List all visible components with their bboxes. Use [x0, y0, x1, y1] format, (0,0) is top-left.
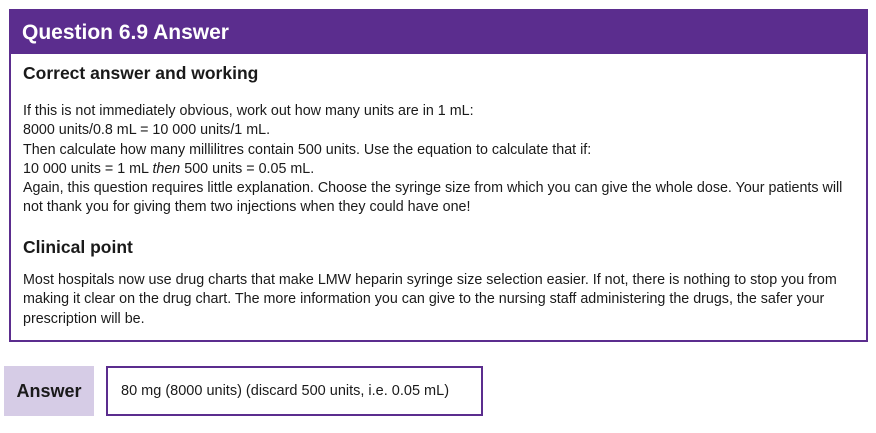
answer-value-box [106, 366, 483, 416]
card-title: Question 6.9 Answer [22, 20, 229, 44]
equation-right: 500 units = 0.05 mL. [184, 160, 315, 177]
working-text [23, 102, 858, 218]
working-line: 8000 units/0.8 mL = 10 000 units/1 mL. [23, 122, 271, 139]
working-line: Then calculate how many millilitres contain 500 units. Use the equation to calculate that if: [23, 141, 592, 158]
working-line: Again, this question requires little explanation. Choose the syringe size from which you can give the whole dose. Your patients will not thank you for giving them two injections when they could have one! [23, 180, 843, 216]
section-title-clinical: Clinical point [23, 237, 133, 257]
equation-then: then [152, 160, 181, 177]
answer-label: Answer [4, 366, 94, 416]
answer-value: 80 mg (8000 units) (discard 500 units, i.e. 0.05 mL) [121, 383, 450, 399]
working-line [23, 160, 858, 179]
section-title-working: Correct answer and working [23, 63, 259, 83]
answer-card [9, 9, 868, 342]
equation-left: 10 000 units = 1 mL [23, 160, 149, 177]
working-line: If this is not immediately obvious, work out how many units are in 1 mL: [23, 103, 474, 119]
card-header [11, 11, 866, 54]
clinical-point-text: Most hospitals now use drug charts that make LMW heparin syringe size selection easier. If not, there is nothing to stop you from making it clear on the drug chart. The more information you can give to the nursing staff administering the drugs, the safer your prescription will be. [23, 272, 837, 327]
